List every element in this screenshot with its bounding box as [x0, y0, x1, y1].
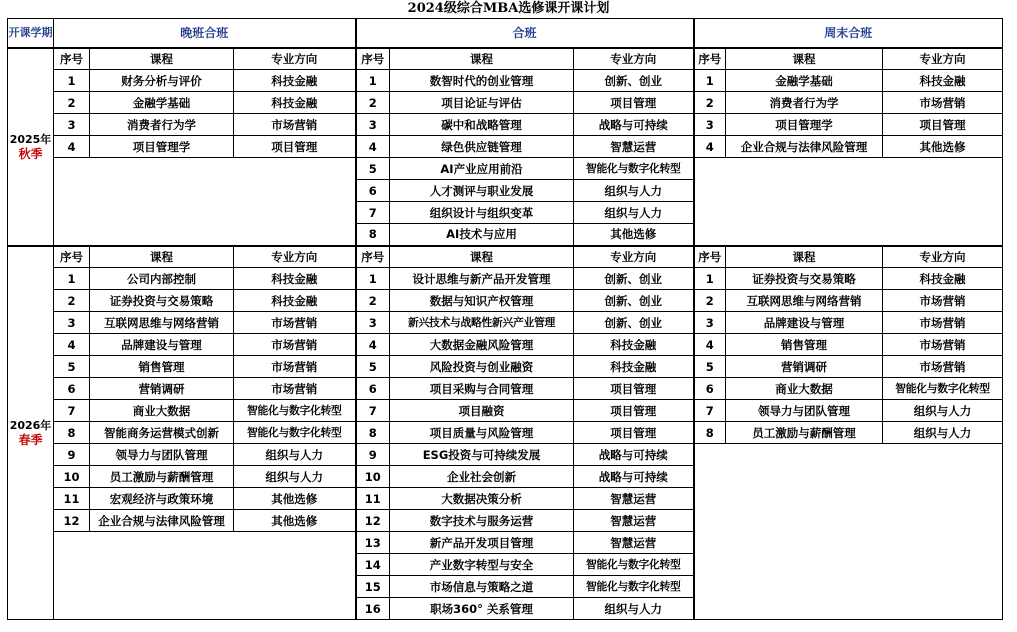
- column-header-direction: 专业方向: [234, 246, 356, 268]
- course-index: 9: [54, 444, 90, 466]
- course-name: 风险投资与创业融资: [390, 356, 574, 378]
- column-header-course: 课程: [90, 246, 234, 268]
- course-name: 市场信息与策略之道: [390, 576, 574, 598]
- column-header-course: 课程: [390, 48, 574, 70]
- course-name: 领导力与团队管理: [726, 400, 883, 422]
- course-index: 5: [54, 356, 90, 378]
- course-index: 12: [356, 510, 390, 532]
- column-header-course: 课程: [390, 246, 574, 268]
- course-direction: 科技金融: [574, 356, 694, 378]
- course-name: 公司内部控制: [90, 268, 234, 290]
- course-direction: 组织与人力: [574, 202, 694, 224]
- course-index: 13: [356, 532, 390, 554]
- course-direction: 创新、创业: [574, 312, 694, 334]
- course-direction: 战略与可持续: [574, 466, 694, 488]
- course-index: 2: [356, 92, 390, 114]
- course-direction: 市场营销: [234, 312, 356, 334]
- column-header-index: 序号: [356, 48, 390, 70]
- course-direction: 组织与人力: [234, 444, 356, 466]
- course-index: 3: [694, 114, 726, 136]
- course-index: 3: [54, 114, 90, 136]
- course-index: 7: [54, 400, 90, 422]
- course-direction: 智慧运营: [574, 488, 694, 510]
- course-index: 7: [694, 400, 726, 422]
- course-index: 6: [356, 378, 390, 400]
- course-index: 8: [694, 422, 726, 444]
- course-name: 宏观经济与政策环境: [90, 488, 234, 510]
- column-header-row: [8, 246, 1003, 268]
- course-direction: 市场营销: [883, 92, 1003, 114]
- column-header-direction: 专业方向: [574, 48, 694, 70]
- course-direction: 项目管理: [574, 92, 694, 114]
- empty-area: [694, 158, 1003, 246]
- group-header-joint: 合班: [356, 19, 694, 48]
- table-row: [8, 114, 1003, 136]
- column-header-direction: 专业方向: [574, 246, 694, 268]
- course-name: 组织设计与组织变革: [390, 202, 574, 224]
- course-name: 职场360° 关系管理: [390, 598, 574, 620]
- course-direction: 科技金融: [234, 290, 356, 312]
- course-direction: 科技金融: [883, 70, 1003, 92]
- course-name: 项目论证与评估: [390, 92, 574, 114]
- course-name: 员工激励与薪酬管理: [726, 422, 883, 444]
- course-direction: 项目管理: [574, 422, 694, 444]
- table-row: [8, 444, 1003, 466]
- course-index: 6: [356, 180, 390, 202]
- course-index: 1: [694, 268, 726, 290]
- course-index: 7: [356, 400, 390, 422]
- course-index: 3: [356, 114, 390, 136]
- group-header-evening: 晚班合班: [54, 19, 356, 48]
- course-name: 企业合规与法律风险管理: [726, 136, 883, 158]
- course-direction: 科技金融: [883, 268, 1003, 290]
- table-row: [8, 92, 1003, 114]
- empty-area: [694, 444, 1003, 620]
- course-name: 营销调研: [726, 356, 883, 378]
- table-row: [8, 290, 1003, 312]
- course-name: 数字技术与服务运营: [390, 510, 574, 532]
- course-name: 大数据金融风险管理: [390, 334, 574, 356]
- course-index: 8: [54, 422, 90, 444]
- course-name: 商业大数据: [726, 378, 883, 400]
- table-row: [8, 356, 1003, 378]
- course-direction: 智能化与数字化转型: [234, 422, 356, 444]
- term-label: [8, 48, 54, 246]
- course-direction: 市场营销: [234, 378, 356, 400]
- term-season: 秋季: [18, 146, 43, 161]
- empty-area: [54, 158, 356, 246]
- course-name: 消费者行为学: [90, 114, 234, 136]
- course-name: 智能商务运营模式创新: [90, 422, 234, 444]
- course-name: 设计思维与新产品开发管理: [390, 268, 574, 290]
- term-label: [8, 246, 54, 620]
- course-direction: 市场营销: [883, 356, 1003, 378]
- course-direction: 其他选修: [234, 488, 356, 510]
- course-index: 16: [356, 598, 390, 620]
- table-row: [8, 422, 1003, 444]
- course-name: 大数据决策分析: [390, 488, 574, 510]
- course-index: 3: [54, 312, 90, 334]
- course-name: 证券投资与交易策略: [90, 290, 234, 312]
- course-name: 项目管理学: [90, 136, 234, 158]
- column-header-direction: 专业方向: [234, 48, 356, 70]
- group-header-weekend: 周末合班: [694, 19, 1003, 48]
- course-direction: 组织与人力: [883, 422, 1003, 444]
- course-direction: 组织与人力: [883, 400, 1003, 422]
- course-direction: 其他选修: [234, 510, 356, 532]
- course-index: 7: [356, 202, 390, 224]
- course-name: 互联网思维与网络营销: [90, 312, 234, 334]
- table-row: [8, 158, 1003, 180]
- course-direction: 智能化与数字化转型: [574, 576, 694, 598]
- course-direction: 项目管理: [234, 136, 356, 158]
- course-direction: 项目管理: [574, 378, 694, 400]
- course-index: 1: [54, 268, 90, 290]
- course-direction: 科技金融: [234, 268, 356, 290]
- column-header-index: 序号: [694, 246, 726, 268]
- course-direction: 智能化与数字化转型: [574, 158, 694, 180]
- course-direction: 创新、创业: [574, 70, 694, 92]
- course-direction: 市场营销: [883, 334, 1003, 356]
- empty-area: [54, 532, 356, 620]
- course-name: 员工激励与薪酬管理: [90, 466, 234, 488]
- course-name: ESG投资与可持续发展: [390, 444, 574, 466]
- course-direction: 项目管理: [883, 114, 1003, 136]
- course-direction: 科技金融: [234, 70, 356, 92]
- course-index: 4: [54, 136, 90, 158]
- course-direction: 创新、创业: [574, 290, 694, 312]
- course-index: 4: [356, 136, 390, 158]
- course-index: 10: [54, 466, 90, 488]
- column-header-row: [8, 48, 1003, 70]
- column-header-course: 课程: [90, 48, 234, 70]
- course-index: 5: [356, 158, 390, 180]
- course-direction: 智能化与数字化转型: [234, 400, 356, 422]
- course-index: 8: [356, 422, 390, 444]
- course-name: 企业合规与法律风险管理: [90, 510, 234, 532]
- course-index: 9: [356, 444, 390, 466]
- course-direction: 科技金融: [574, 334, 694, 356]
- table-row: [8, 334, 1003, 356]
- column-header-index: 序号: [694, 48, 726, 70]
- course-name: AI产业应用前沿: [390, 158, 574, 180]
- course-name: 证券投资与交易策略: [726, 268, 883, 290]
- term-year: 2026年: [9, 418, 52, 432]
- course-direction: 组织与人力: [574, 180, 694, 202]
- course-index: 10: [356, 466, 390, 488]
- course-direction: 项目管理: [574, 400, 694, 422]
- column-header-course: 课程: [726, 48, 883, 70]
- course-direction: 智能化与数字化转型: [883, 378, 1003, 400]
- course-name: 新产品开发项目管理: [390, 532, 574, 554]
- course-index: 2: [54, 92, 90, 114]
- course-direction: 市场营销: [883, 290, 1003, 312]
- course-index: 1: [54, 70, 90, 92]
- course-name: 项目采购与合同管理: [390, 378, 574, 400]
- course-index: 11: [54, 488, 90, 510]
- course-direction: 智慧运营: [574, 136, 694, 158]
- course-index: 2: [356, 290, 390, 312]
- column-header-direction: 专业方向: [883, 246, 1003, 268]
- course-index: 11: [356, 488, 390, 510]
- course-name: 企业社会创新: [390, 466, 574, 488]
- course-direction: 智慧运营: [574, 532, 694, 554]
- course-plan-table: [7, 18, 1003, 620]
- course-direction: 科技金融: [234, 92, 356, 114]
- course-index: 2: [694, 92, 726, 114]
- course-index: 12: [54, 510, 90, 532]
- table-row: [8, 70, 1003, 92]
- course-name: 品牌建设与管理: [726, 312, 883, 334]
- course-name: 金融学基础: [726, 70, 883, 92]
- sheet-title: 2024级综合MBA选修课开课计划: [407, 1, 610, 16]
- course-index: 6: [694, 378, 726, 400]
- course-index: 1: [356, 70, 390, 92]
- course-index: 4: [694, 136, 726, 158]
- course-direction: 智能化与数字化转型: [574, 554, 694, 576]
- column-header-index: 序号: [54, 246, 90, 268]
- course-name: 品牌建设与管理: [90, 334, 234, 356]
- course-direction: 市场营销: [883, 312, 1003, 334]
- course-name: 领导力与团队管理: [90, 444, 234, 466]
- course-index: 14: [356, 554, 390, 576]
- course-index: 3: [694, 312, 726, 334]
- course-name: 消费者行为学: [726, 92, 883, 114]
- course-direction: 市场营销: [234, 114, 356, 136]
- course-index: 4: [356, 334, 390, 356]
- course-index: 4: [54, 334, 90, 356]
- course-index: 6: [54, 378, 90, 400]
- course-name: AI技术与应用: [390, 224, 574, 246]
- course-direction: 组织与人力: [574, 598, 694, 620]
- course-name: 财务分析与评价: [90, 70, 234, 92]
- course-direction: 其他选修: [574, 224, 694, 246]
- table-row: [8, 400, 1003, 422]
- course-name: 新兴技术与战略性新兴产业管理: [390, 312, 574, 334]
- course-name: 数智时代的创业管理: [390, 70, 574, 92]
- course-index: 3: [356, 312, 390, 334]
- course-name: 项目融资: [390, 400, 574, 422]
- table-row: [8, 312, 1003, 334]
- course-name: 营销调研: [90, 378, 234, 400]
- course-name: 商业大数据: [90, 400, 234, 422]
- course-index: 1: [356, 268, 390, 290]
- course-name: 数据与知识产权管理: [390, 290, 574, 312]
- course-direction: 创新、创业: [574, 268, 694, 290]
- column-header-index: 序号: [356, 246, 390, 268]
- course-name: 金融学基础: [90, 92, 234, 114]
- course-index: 4: [694, 334, 726, 356]
- table-row: [8, 378, 1003, 400]
- course-index: 15: [356, 576, 390, 598]
- term-corner-label: 开课学期: [8, 19, 54, 48]
- course-index: 2: [54, 290, 90, 312]
- column-header-index: 序号: [54, 48, 90, 70]
- course-name: 销售管理: [90, 356, 234, 378]
- term-year: 2025年: [9, 132, 52, 146]
- course-direction: 战略与可持续: [574, 114, 694, 136]
- course-name: 互联网思维与网络营销: [726, 290, 883, 312]
- course-index: 8: [356, 224, 390, 246]
- course-name: 人才测评与职业发展: [390, 180, 574, 202]
- course-direction: 其他选修: [883, 136, 1003, 158]
- course-direction: 智慧运营: [574, 510, 694, 532]
- column-header-course: 课程: [726, 246, 883, 268]
- table-row: [8, 136, 1003, 158]
- course-direction: 战略与可持续: [574, 444, 694, 466]
- course-name: 产业数字转型与安全: [390, 554, 574, 576]
- column-header-direction: 专业方向: [883, 48, 1003, 70]
- course-name: 项目管理学: [726, 114, 883, 136]
- course-name: 销售管理: [726, 334, 883, 356]
- group-header-row: [8, 19, 1003, 48]
- course-direction: 市场营销: [234, 334, 356, 356]
- course-direction: 市场营销: [234, 356, 356, 378]
- term-season: 春季: [18, 432, 43, 447]
- course-name: 绿色供应链管理: [390, 136, 574, 158]
- course-index: 2: [694, 290, 726, 312]
- course-index: 1: [694, 70, 726, 92]
- course-index: 5: [356, 356, 390, 378]
- course-name: 项目质量与风险管理: [390, 422, 574, 444]
- course-index: 5: [694, 356, 726, 378]
- course-name: 碳中和战略管理: [390, 114, 574, 136]
- course-direction: 组织与人力: [234, 466, 356, 488]
- table-row: [8, 268, 1003, 290]
